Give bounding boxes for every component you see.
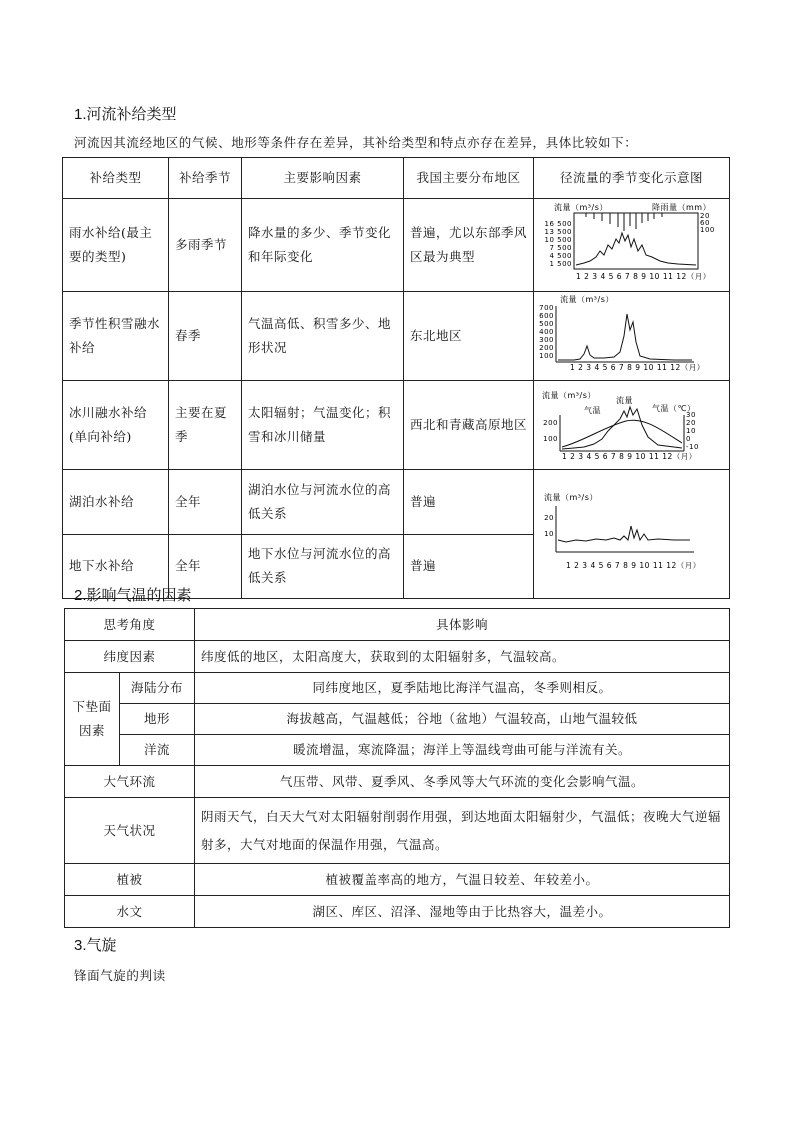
table-header-row — [65, 609, 730, 641]
tick-label: 30 — [686, 411, 696, 419]
factor-label: 纬度因素 — [65, 641, 195, 673]
factor-text: 阴雨天气，白天大气对太阳辐射削弱作用强，到达地面太阳辐射少，气温低；夜晚大气逆辐射多，大气对地面的保温作用强，气温高。 — [195, 798, 730, 864]
rainfall-bars — [586, 213, 662, 231]
graph-ylabel: 流量（m³/s） — [542, 391, 596, 400]
supply-type: 雨水补给(最主要的类型) — [63, 199, 169, 292]
tick-label: 16 500 — [544, 220, 572, 228]
tick-label: 200 — [543, 419, 558, 427]
graph-cell — [534, 470, 730, 599]
supply-region: 普遍 — [404, 534, 534, 599]
graph-cell — [534, 292, 730, 381]
factor-label: 天气状况 — [65, 798, 195, 864]
graph-y2label: 气温（℃） — [652, 404, 696, 413]
factor-label: 植被 — [65, 864, 195, 896]
factor-text: 海拔越高，气温越低；谷地（盆地）气温较高，山地气温较低 — [195, 704, 730, 735]
tick-label: 60 — [700, 219, 710, 227]
factor-text: 湖区、库区、沼泽、湿地等由于比热容大，温差小。 — [195, 896, 730, 928]
supply-type: 季节性积雪融水补给 — [63, 292, 169, 381]
header-cell: 具体影响 — [195, 609, 730, 641]
tick-label: 10 — [686, 427, 696, 435]
supply-type: 湖泊水补给 — [63, 470, 169, 535]
flow-line — [562, 407, 682, 449]
graph-xticks: 1 2 3 4 5 6 7 8 9 10 11 12（月） — [570, 363, 705, 372]
factor-text: 暖流增温，寒流降温；海洋上等温线弯曲可能与洋流有关。 — [195, 735, 730, 766]
graph-ylabel: 流量（m³/s） — [544, 493, 598, 502]
graph-xticks: 1 2 3 4 5 6 7 8 9 10 11 12（月） — [562, 452, 697, 461]
header-cell: 我国主要分布地区 — [404, 158, 534, 199]
table-row — [65, 864, 730, 896]
tick-label: 20 — [700, 212, 710, 220]
header-cell: 主要影响因素 — [242, 158, 404, 199]
section3-heading: 3.气旋 — [74, 937, 117, 954]
tick-label: 20 — [544, 514, 554, 522]
graph-cell — [534, 381, 730, 470]
table-row — [63, 199, 730, 292]
tick-label: -10 — [686, 443, 699, 451]
table-row — [65, 798, 730, 864]
supply-season: 春季 — [169, 292, 242, 381]
supply-type: 冰川融水补给(单向补给) — [63, 381, 169, 470]
supply-type: 地下水补给 — [63, 534, 169, 599]
river-supply-table — [62, 157, 730, 599]
factor-text: 纬度低的地区，太阳高度大，获取到的太阳辐射多，气温较高。 — [195, 641, 730, 673]
tick-label: 100 — [543, 435, 558, 443]
supply-factors: 地下水位与河流水位的高低关系 — [242, 534, 404, 599]
table-row — [65, 896, 730, 928]
tick-label: 20 — [686, 419, 696, 427]
supply-season: 主要在夏季 — [169, 381, 242, 470]
factor-sublabel: 海陆分布 — [120, 673, 195, 704]
table-row — [65, 641, 730, 673]
supply-factors: 湖泊水位与河流水位的高低关系 — [242, 470, 404, 535]
graph-xticks: 1 2 3 4 5 6 7 8 9 10 11 12（月） — [576, 272, 711, 281]
factor-sublabel: 地形 — [120, 704, 195, 735]
factor-text: 植被覆盖率高的地方，气温日较差、年较差小。 — [195, 864, 730, 896]
tick-label: 7 500 — [549, 244, 572, 252]
tick-label: 4 500 — [549, 252, 572, 260]
tick-label: 400 — [539, 328, 554, 336]
tick-label: 1 500 — [549, 260, 572, 268]
flow-line — [558, 314, 692, 360]
header-cell: 补给季节 — [169, 158, 242, 199]
graph-y2label: 降雨量（mm） — [652, 203, 712, 212]
snowmelt-supply-graph — [534, 292, 730, 372]
section1-heading: 1.河流补给类型 — [74, 106, 177, 123]
factor-text: 气压带、风带、夏季风、冬季风等大气环流的变化会影响气温。 — [195, 766, 730, 798]
tick-label: 500 — [539, 320, 554, 328]
factor-label: 大气环流 — [65, 766, 195, 798]
series-label: 气温 — [584, 406, 601, 415]
supply-region: 普遍，尤以东部季风区最为典型 — [404, 199, 534, 292]
header-cell: 补给类型 — [63, 158, 169, 199]
factor-label: 下垫面因素 — [65, 673, 120, 766]
tick-label: 0 — [686, 435, 691, 443]
temperature-line — [562, 420, 682, 447]
supply-region: 西北和青藏高原地区 — [404, 381, 534, 470]
factor-sublabel: 洋流 — [120, 735, 195, 766]
rain-supply-graph — [534, 199, 730, 283]
glacier-supply-graph — [534, 381, 730, 461]
table-row — [65, 766, 730, 798]
supply-factors: 太阳辐射；气温变化；积雪和冰川储量 — [242, 381, 404, 470]
lake-groundwater-supply-graph — [534, 470, 730, 590]
flow-line — [558, 526, 690, 542]
graph-ylabel: 流量（m³/s） — [554, 203, 608, 212]
series-label: 流量 — [616, 396, 633, 405]
table-row — [65, 704, 730, 735]
graph-ylabel: 流量（m³/s） — [560, 295, 614, 304]
table-row — [65, 673, 730, 704]
table-header-row — [63, 158, 730, 199]
tick-label: 600 — [539, 312, 554, 320]
supply-factors: 气温高低、积雪多少、地形状况 — [242, 292, 404, 381]
section2-heading: 2.影响气温的因素 — [74, 587, 192, 604]
supply-region: 东北地区 — [404, 292, 534, 381]
supply-season: 全年 — [169, 534, 242, 599]
supply-region: 普遍 — [404, 470, 534, 535]
tick-label: 100 — [700, 226, 715, 234]
table-row — [63, 470, 730, 535]
temperature-factors-table — [64, 608, 730, 928]
factor-text: 同纬度地区，夏季陆地比海洋气温高，冬季则相反。 — [195, 673, 730, 704]
section1-intro: 河流因其流经地区的气候、地形等条件存在差异，其补给类型和特点亦存在差异，具体比较如下： — [74, 135, 638, 150]
supply-season: 全年 — [169, 470, 242, 535]
graph-cell — [534, 199, 730, 292]
tick-label: 300 — [539, 336, 554, 344]
supply-season: 多雨季节 — [169, 199, 242, 292]
graph-xticks: 1 2 3 4 5 6 7 8 9 10 11 12（月） — [566, 561, 701, 570]
factor-label: 水文 — [65, 896, 195, 928]
flow-line — [576, 233, 696, 265]
header-cell: 径流量的季节变化示意图 — [534, 158, 730, 199]
header-cell: 思考角度 — [65, 609, 195, 641]
table-row — [65, 735, 730, 766]
table-row — [63, 292, 730, 381]
supply-factors: 降水量的多少、季节变化和年际变化 — [242, 199, 404, 292]
tick-label: 10 500 — [544, 236, 572, 244]
tick-label: 13 500 — [544, 228, 572, 236]
tick-label: 10 — [544, 530, 554, 538]
section3-subheading: 锋面气旋的判读 — [74, 968, 166, 983]
tick-label: 700 — [539, 304, 554, 312]
tick-label: 200 — [539, 344, 554, 352]
table-row — [63, 381, 730, 470]
tick-label: 100 — [539, 352, 554, 360]
